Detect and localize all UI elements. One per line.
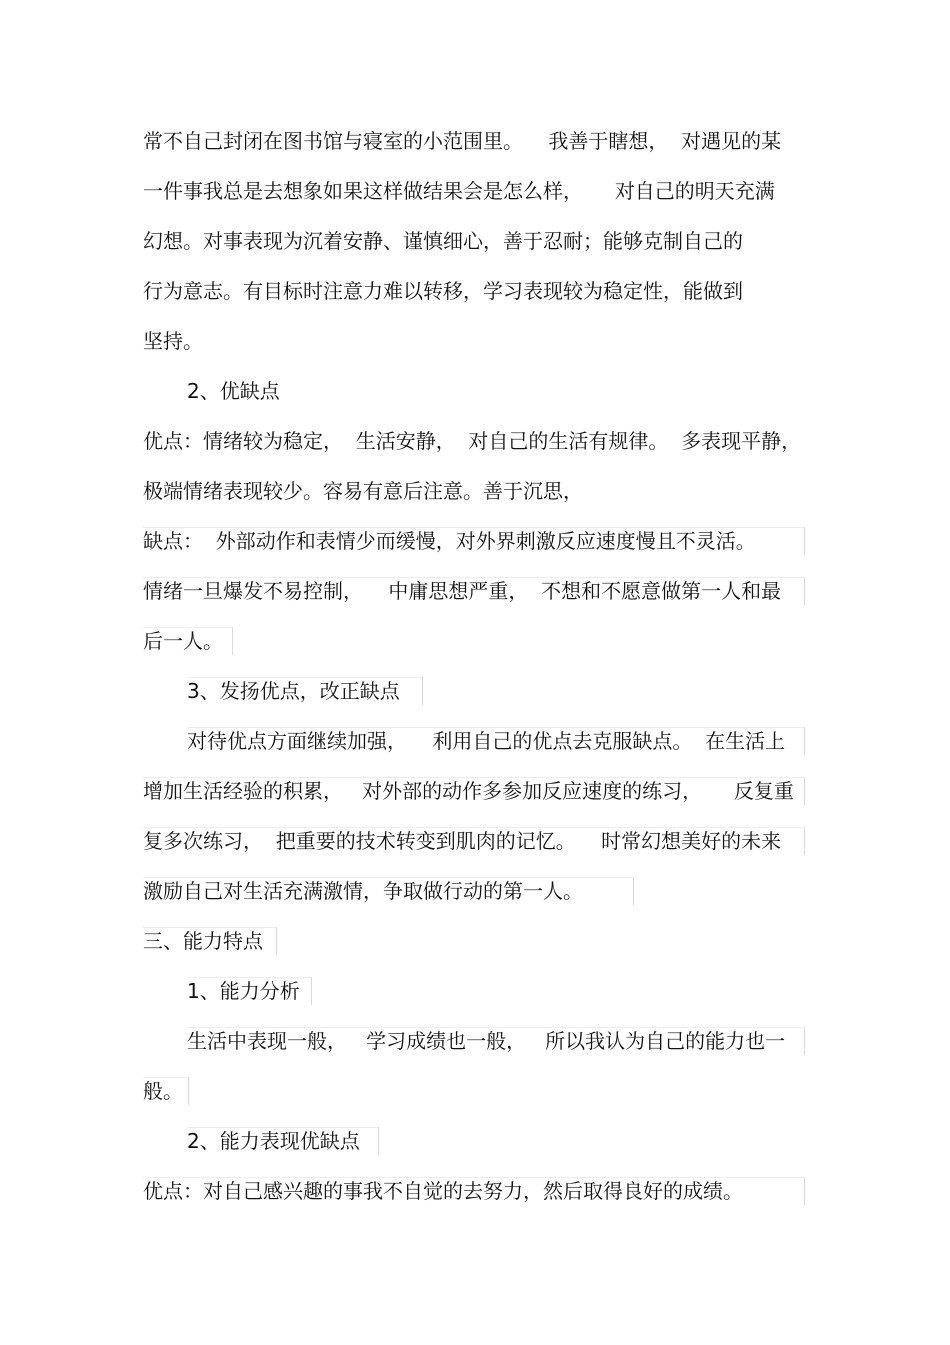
text-line: 坚持。	[143, 329, 203, 353]
text-line: 激励自己对生活充满激情，争取做行动的第一人。	[143, 879, 583, 903]
text-line: 情绪一旦爆发不易控制， 中庸思想严重， 不想和不愿意做第一人和最	[143, 579, 782, 603]
text-line: 幻想。对事表现为沉着安静、谨慎细心，善于忍耐；能够克制自己的	[143, 229, 743, 253]
scan-line	[143, 877, 633, 878]
text-line: 生活中表现一般， 学习成绩也一般， 所以我认为自己的能力也一	[187, 1029, 786, 1053]
section-heading: 2、优缺点	[187, 379, 280, 403]
scan-line	[311, 977, 312, 1005]
scan-line	[804, 827, 805, 855]
scan-line	[143, 577, 804, 578]
text-line: 一件事我总是去想象如果这样做结果会是怎么样， 对自己的明天充满	[143, 179, 775, 203]
text-line: 常不自己封闭在图书馆与寝室的小范围里。 我善于瞎想， 对遇见的某	[143, 129, 782, 153]
scan-line	[804, 727, 805, 755]
text-line: 对待优点方面继续加强， 利用自己的优点去克服缺点。 在生活上	[187, 729, 786, 753]
scan-line	[804, 1027, 805, 1055]
scan-line	[804, 1177, 805, 1205]
scan-line	[804, 777, 805, 805]
text-line: 增加生活经验的积累， 对外部的动作多参加反应速度的练习， 反复重	[143, 779, 794, 803]
scan-line	[422, 677, 423, 705]
scan-line	[143, 827, 804, 828]
scan-line	[276, 927, 277, 955]
scan-line	[633, 877, 634, 905]
scan-line	[187, 1127, 378, 1128]
scan-line	[378, 1127, 379, 1155]
section-heading: 1、能力分析	[187, 979, 300, 1003]
scan-line	[804, 577, 805, 605]
scan-line	[143, 627, 232, 628]
scan-line	[232, 627, 233, 655]
text-line: 后一人。	[143, 629, 223, 653]
scan-line	[143, 1077, 188, 1078]
scan-line	[143, 527, 804, 528]
scan-line	[804, 527, 805, 555]
scan-line	[187, 1027, 804, 1028]
text-line: 缺点： 外部动作和表情少而缓慢，对外界刺激反应速度慢且不灵活。	[143, 529, 756, 553]
scan-line	[187, 677, 422, 678]
text-line: 优点：对自己感兴趣的事我不自觉的去努力，然后取得良好的成绩。	[143, 1179, 743, 1203]
text-line: 复多次练习， 把重要的技术转变到肌肉的记忆。 时常幻想美好的未来	[143, 829, 782, 853]
text-line: 行为意志。有目标时注意力难以转移，学习表现较为稳定性，能做到	[143, 279, 743, 303]
scan-line	[187, 977, 311, 978]
scan-line	[143, 1177, 804, 1178]
scan-line	[187, 727, 804, 728]
text-line: 极端情绪表现较少。容易有意后注意。善于沉思，	[143, 479, 583, 503]
scan-line	[143, 777, 804, 778]
scan-line	[143, 927, 276, 928]
scan-line	[188, 1077, 189, 1105]
text-line: 般。	[143, 1079, 183, 1103]
chapter-heading: 三、能力特点	[143, 929, 263, 953]
section-heading: 2、能力表现优缺点	[187, 1129, 360, 1153]
section-heading: 3、发扬优点，改正缺点	[187, 679, 400, 703]
text-line: 优点：情绪较为稳定， 生活安静， 对自己的生活有规律。 多表现平静，	[143, 429, 802, 453]
